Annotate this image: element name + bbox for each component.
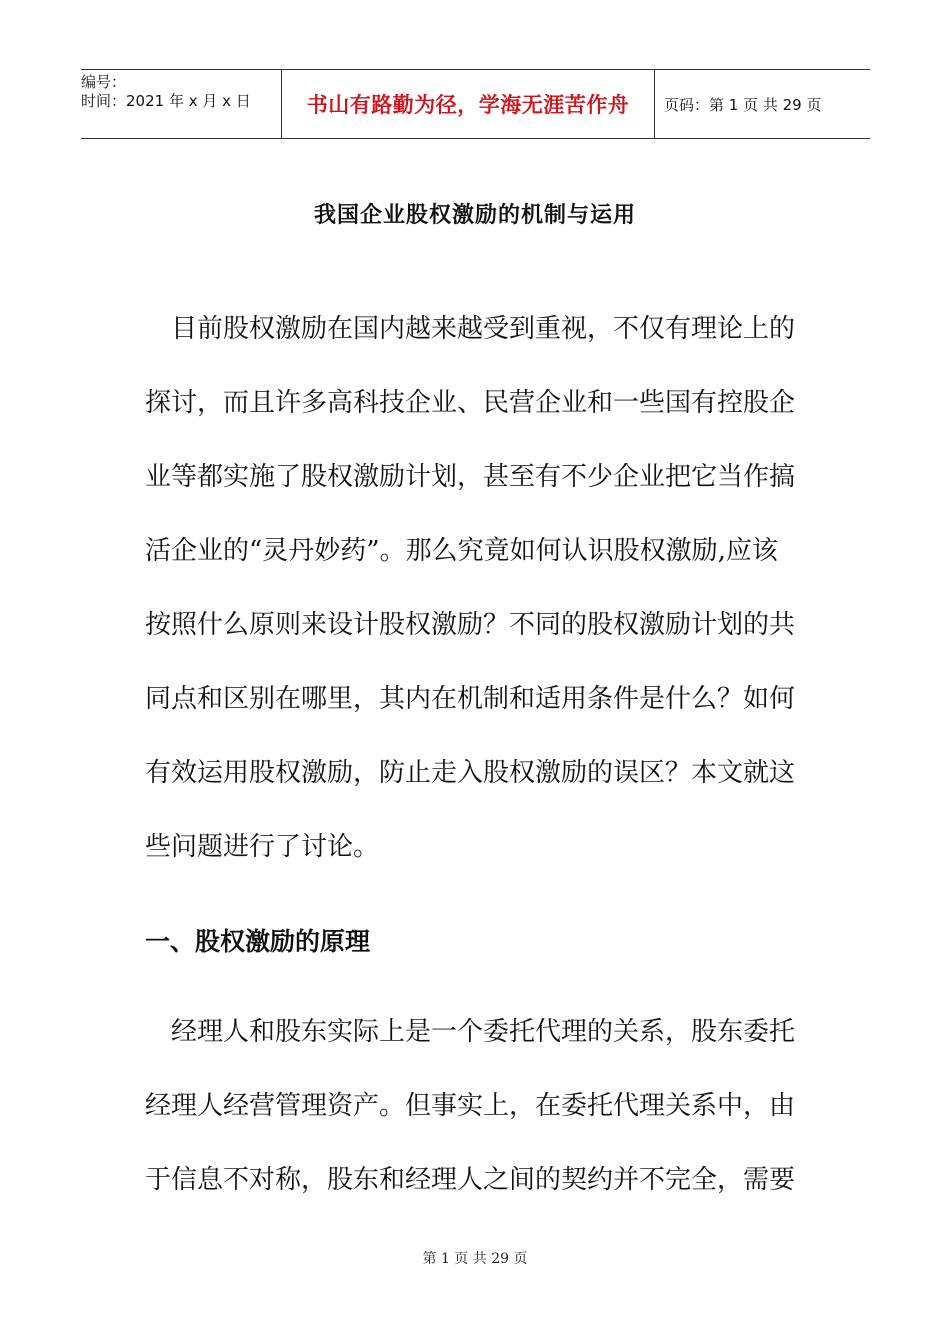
paragraph-line: 活企业的“灵丹妙药”。那么究竟如何认识股权激励,应该 [145, 536, 778, 566]
document-title: 我国企业股权激励的机制与运用 [313, 202, 636, 228]
doc-number-label: 编号： [81, 73, 127, 91]
paragraph-line: 按照什么原则来设计股权激励？不同的股权激励计划的共 [145, 610, 796, 640]
paragraph-line: 同点和区别在哪里，其内在机制和适用条件是什么？如何 [145, 684, 796, 714]
paragraph-line: 有效运用股权激励，防止走入股权激励的误区？本文就这 [145, 758, 796, 788]
motto-text: 书山有路勤为径，学海无涯苦作舟 [306, 93, 630, 117]
page-info: 页码：第 1 页 共 29 页 [664, 95, 822, 114]
paragraph-line: 于信息不对称，股东和经理人之间的契约并不完全，需要 [145, 1165, 796, 1195]
paragraph-line: 目前股权激励在国内越来越受到重视，不仅有理论上的 [145, 314, 796, 344]
paragraph-1 [145, 313, 809, 905]
header-page-cell [655, 70, 870, 138]
paragraph-2 [145, 1016, 809, 1238]
paragraph-line: 经理人经营管理资产。但事实上，在委托代理关系中，由 [145, 1091, 796, 1121]
paragraph-line: 些问题进行了讨论。 [145, 832, 380, 862]
page-footer: 第 1 页 共 29 页 [422, 1251, 528, 1267]
doc-date-label: 时间：2021 年 x 月 x 日 [81, 92, 251, 110]
paragraph-line: 探讨，而且许多高科技企业、民营企业和一些国有控股企 [145, 388, 796, 418]
header-motto-cell [281, 70, 655, 138]
document-header-table [81, 69, 870, 139]
paragraph-line: 业等都实施了股权激励计划，甚至有不少企业把它当作搞 [145, 462, 796, 492]
paragraph-line: 经理人和股东实际上是一个委托代理的关系，股东委托 [145, 1017, 796, 1047]
section-heading: 一、股权激励的原理 [145, 927, 371, 956]
header-meta-cell [81, 70, 281, 138]
